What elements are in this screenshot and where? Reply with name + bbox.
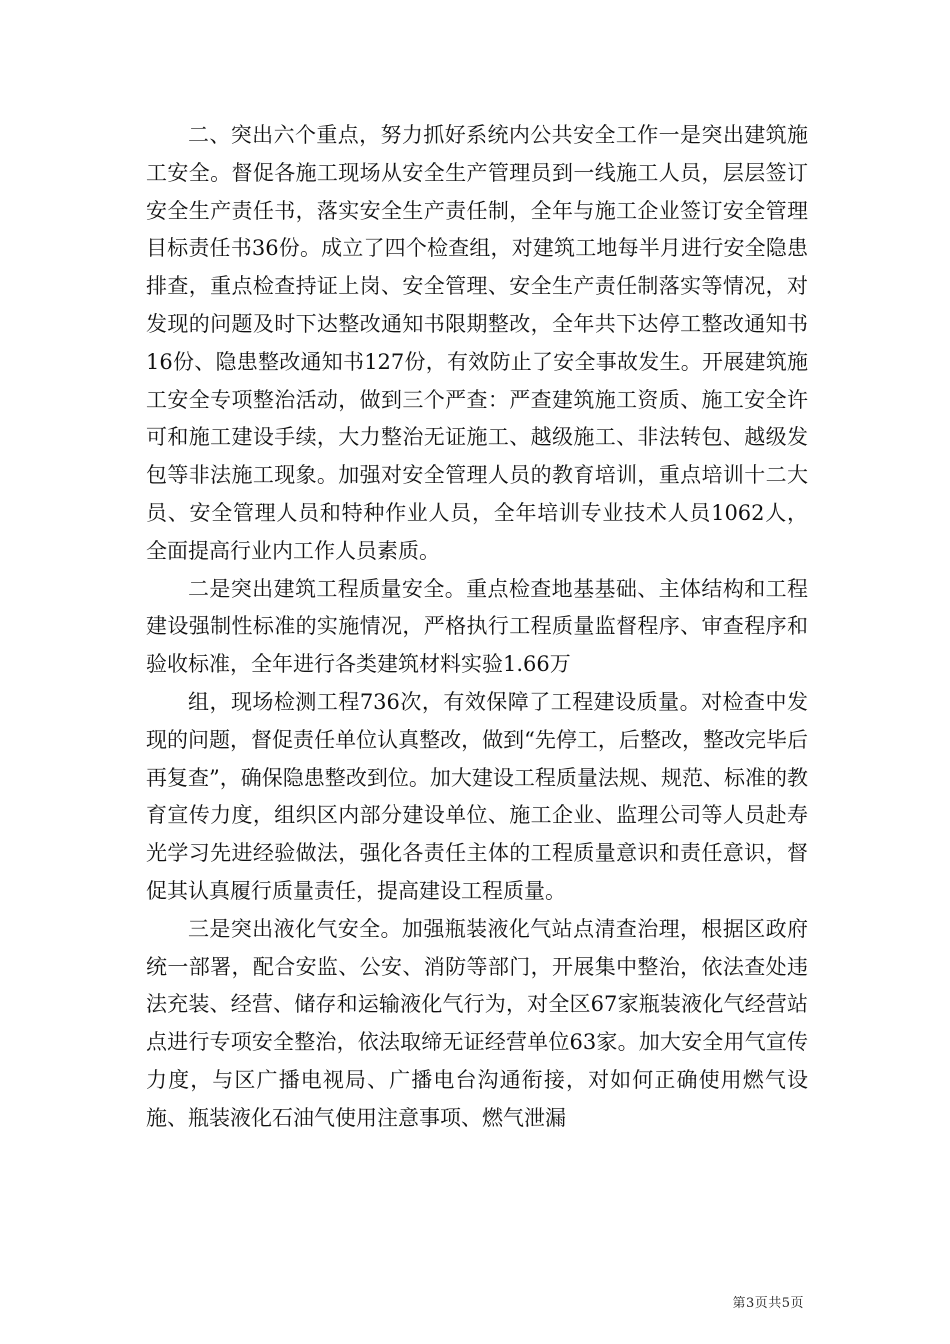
page-number-footer: 第3页共5页 bbox=[732, 1296, 804, 1311]
paragraph-quality-safety: 二是突出建筑工程质量安全。重点检查地基基础、主体结构和工程建设强制性标准的实施情况，严格执行工程质量监督程序、审查程序和验收标准，全年进行各类建筑材料实验1.66万 bbox=[146, 576, 808, 677]
document-body bbox=[146, 117, 808, 1138]
paragraph-lpg-safety: 三是突出液化气安全。加强瓶装液化气站点清查治理，根据区政府统一部署，配合安监、公安、消防等部门，开展集中整治，依法查处违法充装、经营、储存和运输液化气行为，对全区67家瓶装液化气经营站点进行专项安全整治，依法取缔无证经营单位63家。加大安全用气宣传力度，与区广播电视局、广播电台沟通衔接，对如何正确使用燃气设施、瓶装液化石油气使用注意事项、燃气泄漏 bbox=[146, 916, 808, 1130]
paragraph-quality-safety-continued: 组，现场检测工程736次，有效保障了工程建设质量。对检查中发现的问题，督促责任单位认真整改，做到“先停工，后整改，整改完毕后再复查”，确保隐患整改到位。加大建设工程质量法规、规范、标准的教育宣传力度，组织区内部分建设单位、施工企业、监理公司等人员赴寿光学习先进经验做法，强化各责任主体的工程质量意识和责任意识，督促其认真履行质量责任，提高建设工程质量。 bbox=[146, 689, 808, 903]
paragraph-construction-safety: 二、突出六个重点，努力抓好系统内公共安全工作一是突出建筑施工安全。督促各施工现场从安全生产管理员到一线施工人员，层层签订安全生产责任书，落实安全生产责任制，全年与施工企业签订安全管理目标责任书36份。成立了四个检查组，对建筑工地每半月进行安全隐患排查，重点检查持证上岗、安全管理、安全生产责任制落实等情况，对发现的问题及时下达整改通知书限期整改，全年共下达停工整改通知书16份、隐患整改通知书127份，有效防止了安全事故发生。开展建筑施工安全专项整治活动，做到三个严查：严查建筑施工资质、施工安全许可和施工建设手续，大力整治无证施工、越级施工、非法转包、越级发包等非法施工现象。加强对安全管理人员的教育培训，重点培训十二大员、安全管理人员和特种作业人员，全年培训专业技术人员1062人，全面提高行业内工作人员素质。 bbox=[146, 123, 808, 563]
